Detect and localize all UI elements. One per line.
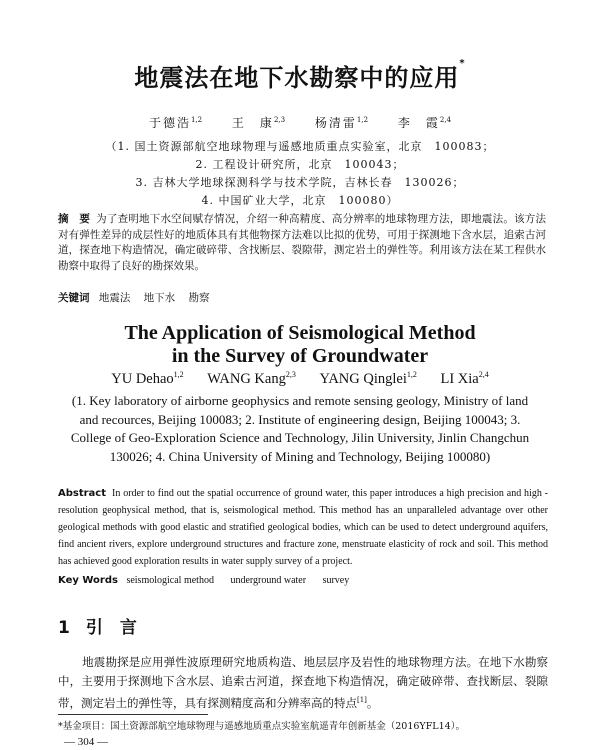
citation: [1] bbox=[357, 696, 367, 704]
keyword: underground water bbox=[230, 575, 307, 586]
english-keywords-label: Key Words bbox=[58, 575, 118, 586]
body-paragraph: 地震勘探是应用弹性波原理研究地质构造、地层层序及岩性的地球物理方法。在地下水勘察中，主要用于探测地下含水层、追索古河道，探查地下构造情况，确定破碎带、查找断层、裂隙带，测定岩土的弹性等，具有探测精度高和分辨率高的特点[1]。 bbox=[58, 655, 548, 710]
section-title: 引 言 bbox=[85, 618, 137, 638]
page-number: — 304 — bbox=[64, 736, 108, 748]
chinese-abstract bbox=[58, 212, 546, 274]
keyword: survey bbox=[322, 575, 350, 586]
chinese-authors bbox=[0, 114, 600, 131]
english-abstract bbox=[58, 485, 548, 570]
english-abstract-label: Abstract bbox=[58, 488, 107, 499]
author: YU Dehao$^{1,2}$ bbox=[111, 370, 184, 387]
author: 于德浩$^{1,2}$ bbox=[148, 116, 203, 130]
author: 李 霞$^{2,4}$ bbox=[397, 116, 452, 130]
chinese-keywords-label: 关键词 bbox=[58, 292, 90, 304]
section-heading bbox=[58, 613, 137, 638]
author: 杨清雷$^{1,2}$ bbox=[314, 116, 369, 130]
english-affiliations: (1. Key laboratory of airborne geophysics and remote sensing geology, Ministry of land and recources, Beijing 100083; 2. Institute of engineering design, Beijing 100043; 3. College of Geo-Exploration Science and Technology, Jilin University, Jinlin Changchun 130026; 4. China University of Mining and Technology, Beijing 100080) bbox=[70, 393, 530, 464]
author: WANG Kang$^{2,3}$ bbox=[207, 370, 296, 387]
chinese-abstract-text: 为了查明地下水空间赋存情况，介绍一种高精度、高分辨率的地球物理方法，即地震法。该方法对有弹性差异的成层性好的地质体具有其他物探方法难以比拟的优势，可用于探测地下含水层，追索古河道，探查地下构造情况，确定破碎带、含找断层、裂隙带，测定岩土的弹性等。利用该方法在某工程供水勘察中取得了良好的勘探效果。 bbox=[58, 213, 547, 272]
footnote-divider bbox=[58, 714, 208, 715]
section-number: 1 bbox=[58, 618, 70, 638]
keyword: 勘察 bbox=[188, 292, 210, 304]
english-keywords bbox=[58, 575, 363, 586]
footnote: *基金项目：国土资源部航空地球物理与遥感地质重点实验室航遥青年创新基金（2016YFL14）。 bbox=[58, 721, 465, 732]
author: YANG Qinglei$^{1,2}$ bbox=[319, 370, 417, 387]
keyword: 地下水 bbox=[143, 292, 176, 304]
english-title-line-1: The Application of Seismological Method bbox=[124, 322, 476, 344]
author: 王 康$^{2,3}$ bbox=[231, 116, 286, 130]
english-authors bbox=[0, 370, 600, 388]
keyword: 地震法 bbox=[98, 292, 131, 304]
author: LI Xia$^{2,4}$ bbox=[440, 370, 489, 387]
chinese-keywords bbox=[58, 290, 220, 305]
chinese-abstract-label: 摘 要 bbox=[58, 213, 91, 225]
english-title-line-2: in the Survey of Groundwater bbox=[171, 345, 429, 367]
english-abstract-text: In order to find out the spatial occurrence of ground water, this paper introduces a high precision and high - resolution geophysical method, that is, seismological method. This method has an unparalleled advantage over other geological methods with good elastic and stratified geological bodies, which can be used to detect underground aquifers, find ancient rivers, explore underground structures and fracture zone, menstruate elasticity of rock and soil. This method has achieved good exploration results in water supply survey of a project. bbox=[58, 488, 548, 567]
keyword: seismological method bbox=[126, 575, 214, 586]
chinese-affiliation-line: （1. 国土资源部航空地球物理与遥感地质重点实验室，北京 100083； bbox=[105, 140, 495, 153]
chinese-title: 地震法在地下水勘察中的应用* bbox=[134, 58, 466, 92]
chinese-affiliation-line: 4. 中国矿业大学，北京 100080） bbox=[201, 194, 399, 207]
chinese-affiliation-line: 3. 吉林大学地球探测科学与技术学院，吉林长春 130026； bbox=[135, 176, 465, 189]
chinese-affiliation-line: 2. 工程设计研究所，北京 100043； bbox=[195, 158, 405, 171]
